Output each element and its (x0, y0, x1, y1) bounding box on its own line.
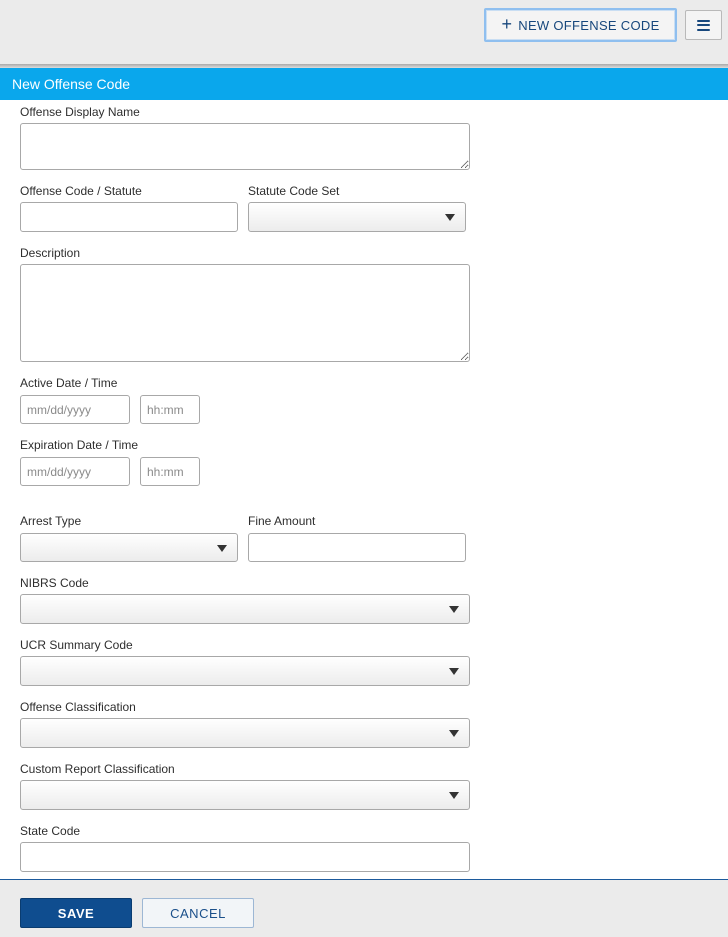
active-date-input[interactable]: mm/dd/yyyy (20, 395, 130, 424)
display-name-input[interactable] (20, 123, 470, 170)
custom-report-classification-label: Custom Report Classification (20, 762, 175, 776)
fine-amount-label: Fine Amount (248, 514, 316, 528)
active-time-input[interactable]: hh:mm (140, 395, 200, 424)
active-datetime-label: Active Date / Time (20, 376, 118, 390)
new-offense-code-label: NEW OFFENSE CODE (518, 17, 660, 33)
menu-button[interactable] (685, 10, 722, 40)
code-statute-label: Offense Code / Statute (20, 184, 142, 198)
caret-down-icon (449, 668, 459, 675)
hamburger-menu-icon (697, 20, 710, 31)
form-title: New Offense Code (12, 76, 131, 92)
description-input[interactable] (20, 264, 470, 362)
top-toolbar (0, 0, 728, 64)
code-statute-input[interactable] (20, 202, 238, 232)
custom-report-classification-select[interactable] (20, 780, 470, 810)
form-title-bar (0, 68, 728, 100)
arrest-type-label: Arrest Type (20, 514, 82, 528)
expiration-date-input[interactable]: mm/dd/yyyy (20, 457, 130, 486)
offense-classification-label: Offense Classification (20, 700, 136, 714)
caret-down-icon (449, 606, 459, 613)
fine-amount-input[interactable] (248, 533, 466, 562)
new-offense-code-button[interactable] (484, 8, 677, 42)
offense-classification-select[interactable] (20, 718, 470, 748)
ucr-summary-code-label: UCR Summary Code (20, 638, 133, 652)
caret-down-icon (449, 792, 459, 799)
caret-down-icon (445, 214, 455, 221)
save-button[interactable]: SAVE (20, 898, 132, 928)
plus-icon: + (501, 14, 513, 34)
statute-code-set-label: Statute Code Set (248, 184, 340, 198)
caret-down-icon (217, 545, 227, 552)
expiration-datetime-label: Expiration Date / Time (20, 438, 139, 452)
cancel-button[interactable]: CANCEL (142, 898, 254, 928)
state-code-input[interactable] (20, 842, 470, 872)
expiration-time-input[interactable]: hh:mm (140, 457, 200, 486)
arrest-type-select[interactable] (20, 533, 238, 562)
ucr-summary-code-select[interactable] (20, 656, 470, 686)
statute-code-set-select[interactable] (248, 202, 466, 232)
nibrs-code-select[interactable] (20, 594, 470, 624)
display-name-label: Offense Display Name (20, 105, 140, 119)
nibrs-code-label: NIBRS Code (20, 576, 89, 590)
description-label: Description (20, 246, 81, 260)
caret-down-icon (449, 730, 459, 737)
form-footer (0, 879, 728, 937)
state-code-label: State Code (20, 824, 81, 838)
